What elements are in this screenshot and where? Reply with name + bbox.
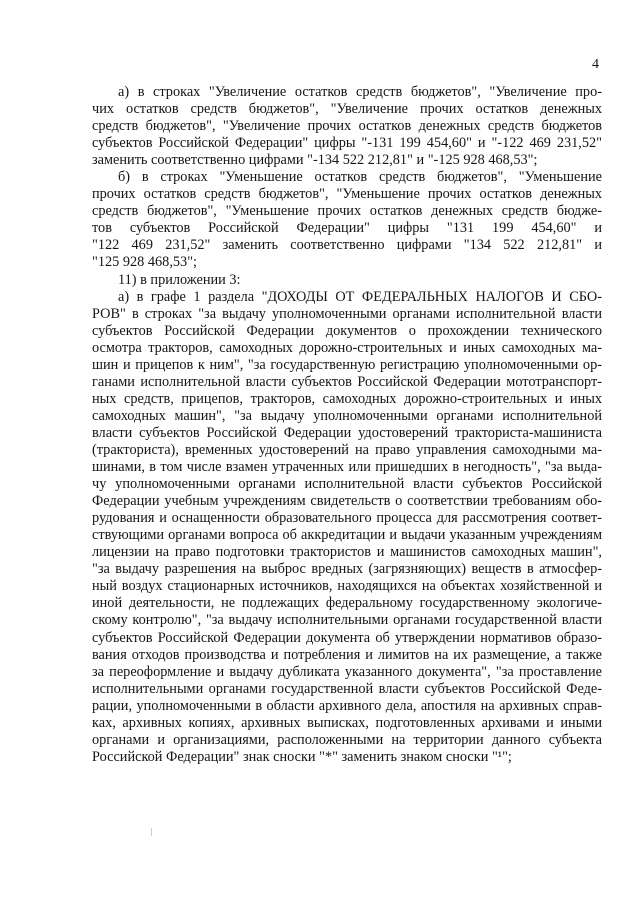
text-line: шин и прицепов к ним", "за государственную регистрацию уполномоченными ор- xyxy=(92,356,602,373)
text-line: "125 928 468,53"; xyxy=(92,254,197,271)
body-text xyxy=(92,84,602,766)
text-line: а) в строках "Увеличение остатков средств бюджетов", "Увеличение про- xyxy=(118,84,602,100)
text-line: органами и организациями, расположенными на территории данного субъекта xyxy=(92,731,602,748)
text-line: средств бюджетов", "Увеличение прочих остатков денежных средств бюджетов xyxy=(92,118,602,135)
text-line: а) в графе 1 раздела "ДОХОДЫ ОТ ФЕДЕРАЛЬНЫХ НАЛОГОВ И СБО- xyxy=(118,288,602,305)
text-line: лицензии на право подготовки трактористов и машинистов самоходных машин", xyxy=(92,544,602,561)
text-line: б) в строках "Уменьшение остатков средств бюджетов", "Уменьшение xyxy=(118,169,602,186)
page-number: 4 xyxy=(592,57,599,72)
text-line: скому контролю", "за выдачу исполнительными органами государственной власти xyxy=(92,612,602,629)
text-line: ганами исполнительной власти субъектов Российской Федерации мототранспорт- xyxy=(92,373,602,390)
text-line: субъектов Российской Федерации документа об утверждении нормативов образо- xyxy=(92,629,602,646)
text-line: прочих остатков средств бюджетов", "Уменьшение прочих остатков денежных xyxy=(92,186,602,203)
text-line: за переоформление и выдачу дубликата указанного документа", "за проставление xyxy=(92,663,602,680)
text-line: "за выдачу разрешения на выброс вредных (загрязняющих) веществ в атмосфер- xyxy=(92,561,602,578)
text-line: субъектов Российской Федерации документов о прохождении технического xyxy=(92,322,602,339)
text-line: иной деятельности, не подлежащих федеральному государственному экологиче- xyxy=(92,595,602,612)
text-line: Российской Федерации" знак сноски "*" заменить знаком сноски "¹"; xyxy=(92,748,512,765)
text-line: 11) в приложении 3: xyxy=(118,271,241,288)
text-line: самоходных машин", "за выдачу уполномоченными органами исполнительной xyxy=(92,407,602,424)
text-line: шинами, в том числе взамен утраченных или пришедших в негодность", "за выда- xyxy=(92,459,602,476)
text-line: ках, архивных копиях, архивных выписках, подготовленных архивами и иными xyxy=(92,714,602,731)
text-line: рудования и оснащенности образовательного процесса для рассмотрения соответ- xyxy=(92,510,602,527)
text-line: осмотра тракторов, самоходных дорожно-строительных и иных самоходных ма- xyxy=(92,339,602,356)
text-line: чих остатков средств бюджетов", "Увеличение прочих остатков денежных xyxy=(92,101,602,118)
text-line: тов субъектов Российской Федерации" цифры "131 199 454,60" и xyxy=(92,220,602,237)
text-line: заменить соответственно цифрами "-134 522 212,81" и "-125 928 468,53"; xyxy=(92,152,538,169)
text-line: средств бюджетов", "Уменьшение прочих остатков денежных средств бюдже- xyxy=(92,203,602,220)
text-line: власти субъектов Российской Федерации удостоверений тракториста-машиниста xyxy=(92,424,602,441)
text-line: субъектов Российской Федерации" цифры "-131 199 454,60" и "-122 469 231,52" xyxy=(92,135,602,152)
text-line: исполнительными органами государственной власти субъектов Российской Феде- xyxy=(92,680,602,697)
text-line: Федерации учебным учреждениям свидетельств о соответствии требованиям обо- xyxy=(92,493,602,510)
text-line: "122 469 231,52" заменить соответственно цифрами "134 522 212,81" и xyxy=(92,237,602,254)
text-line: ствующими органами вопроса об аккредитации и выдачи указанным учреждениям xyxy=(92,527,602,544)
text-line: чу уполномоченными органами исполнительной власти субъектов Российской xyxy=(92,476,602,493)
text-line: ный воздух стационарных источников, находящихся на объектах хозяйственной и xyxy=(92,578,602,595)
text-line: рации, уполномоченными в области архивного дела, апостиля на архивных справ- xyxy=(92,697,602,714)
text-line: (тракториста), временных удостоверений на право управления самоходными ма- xyxy=(92,441,602,458)
text-line: ных средств, прицепов, тракторов, самоходных дорожно-строительных и иных xyxy=(92,390,602,407)
text-line: вания отходов производства и потребления и лимитов на их размещение, а также xyxy=(92,646,602,663)
scan-mark xyxy=(151,828,152,836)
text-line: РОВ" в строках "за выдачу уполномоченными органами исполнительной власти xyxy=(92,305,602,322)
